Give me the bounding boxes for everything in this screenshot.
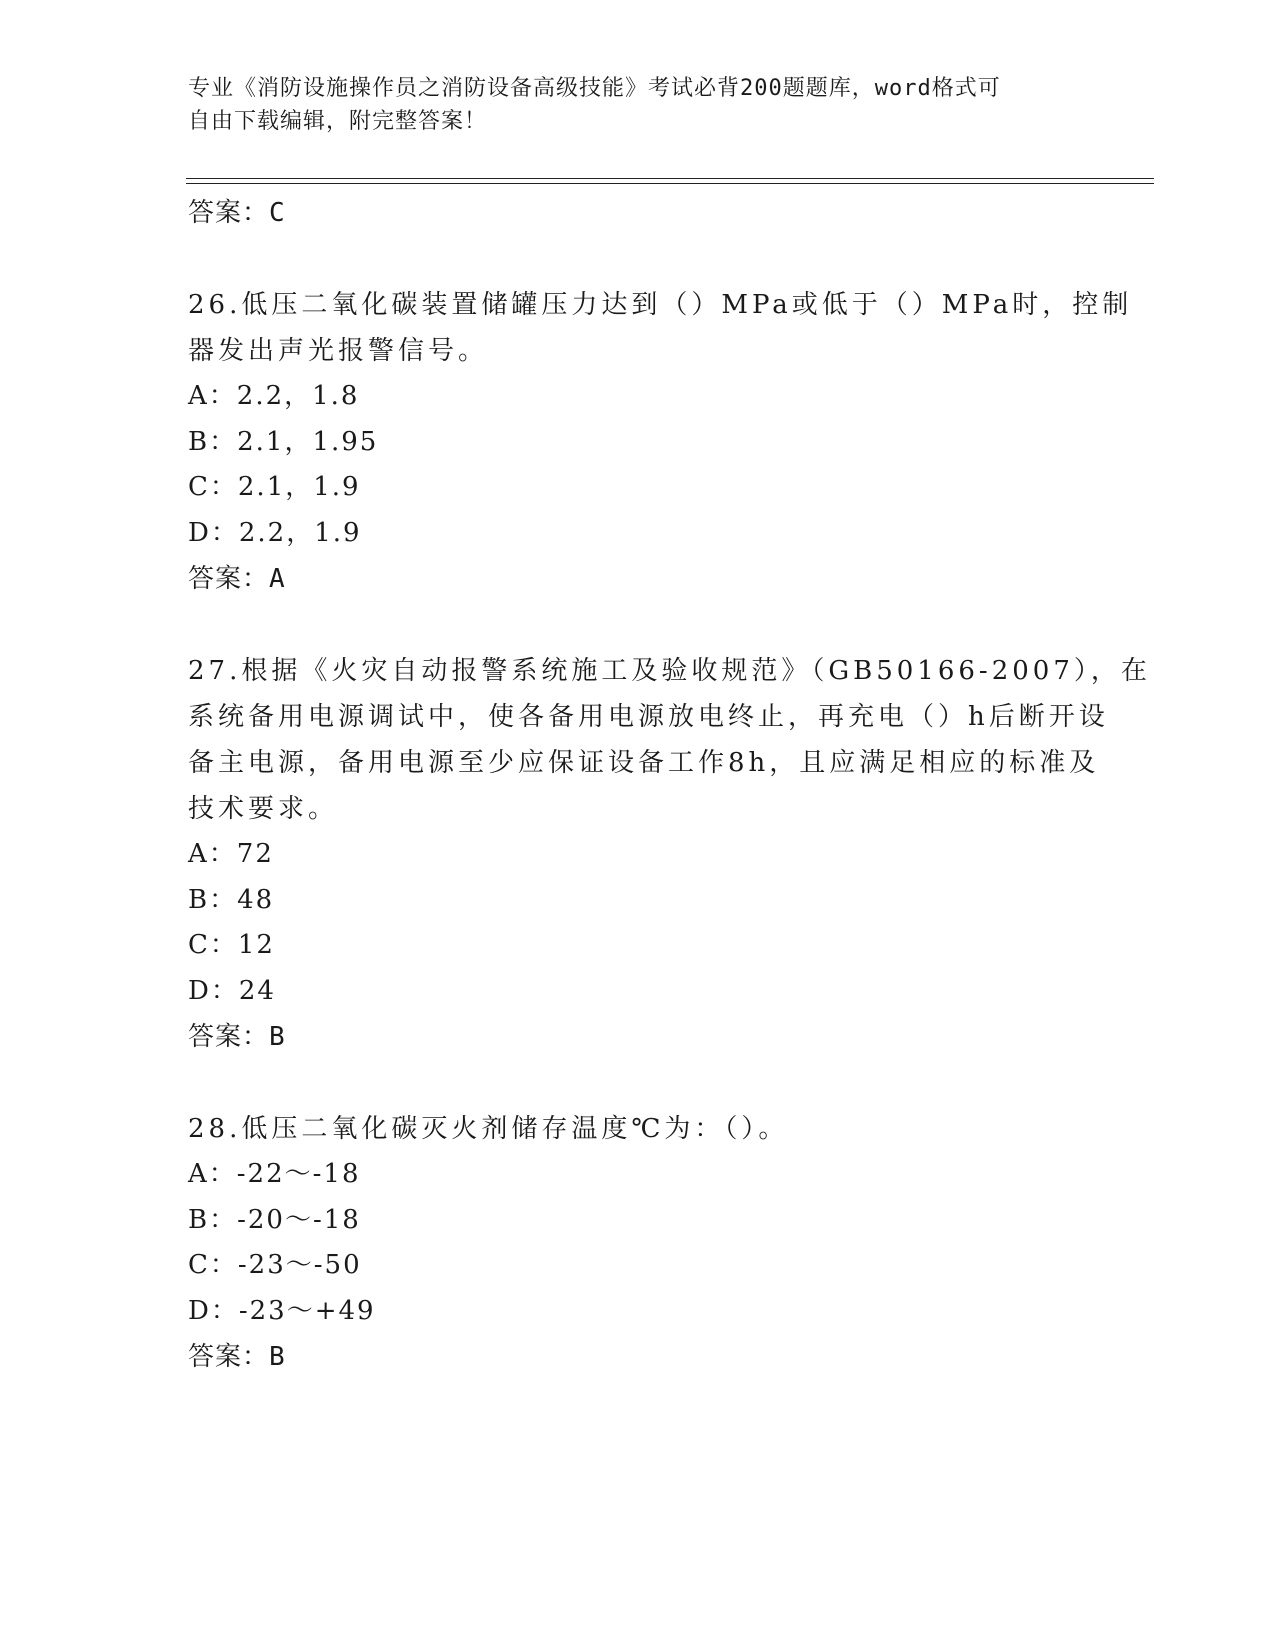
question-27 (188, 648, 1151, 1060)
option-b: B：48 (188, 884, 275, 915)
question-line: 26.低压二氧化碳装置储罐压力达到（）MPa或低于（）MPa时，控制 (188, 290, 1133, 320)
option-a: A：72 (188, 839, 274, 869)
option-c: C：-23～-50 (188, 1250, 362, 1280)
question-line: 系统备用电源调试中，使各备用电源放电终止，再充电（）h后断开设 (188, 702, 1109, 732)
header-line: 专业《消防设施操作员之消防设备高级技能》考试必背200题题库，word格式可 (188, 76, 1001, 101)
option-d: D：24 (188, 975, 276, 1006)
header-line: 自由下载编辑，附完整答案！ (188, 109, 488, 134)
option-c: C：12 (188, 930, 275, 960)
answer: 答案：B (188, 1342, 286, 1372)
option-c: C：2.1，1.9 (188, 472, 361, 502)
option-d: D：2.2，1.9 (188, 517, 362, 548)
header-divider-bottom (186, 183, 1154, 184)
question-26 (188, 282, 1133, 602)
question-line: 备主电源，备用电源至少应保证设备工作8h，且应满足相应的标准及 (188, 748, 1100, 778)
question-text (188, 282, 1133, 374)
question-line: 27.根据《火灾自动报警系统施工及验收规范》（GB50166-2007），在 (188, 656, 1151, 686)
question-28 (188, 1106, 1088, 1380)
option-a: A：2.2，1.8 (188, 381, 360, 411)
option-a: A：-22～-18 (188, 1159, 361, 1189)
option-b: B：-20～-18 (188, 1204, 361, 1235)
header-divider-top (186, 178, 1154, 179)
answer: 答案：A (188, 564, 286, 594)
question-text (188, 1106, 1088, 1152)
question-line: 28.低压二氧化碳灭火剂储存温度℃为：（）。 (188, 1114, 789, 1144)
question-text (188, 648, 1151, 832)
answer: 答案：B (188, 1022, 286, 1052)
option-b: B：2.1，1.95 (188, 426, 379, 457)
previous-answer: 答案：C (188, 198, 286, 228)
question-list (188, 190, 1151, 1380)
option-d: D：-23～+49 (188, 1295, 376, 1326)
document-header (188, 72, 1088, 138)
question-line: 技术要求。 (188, 794, 339, 824)
question-line: 器发出声光报警信号。 (188, 336, 489, 366)
